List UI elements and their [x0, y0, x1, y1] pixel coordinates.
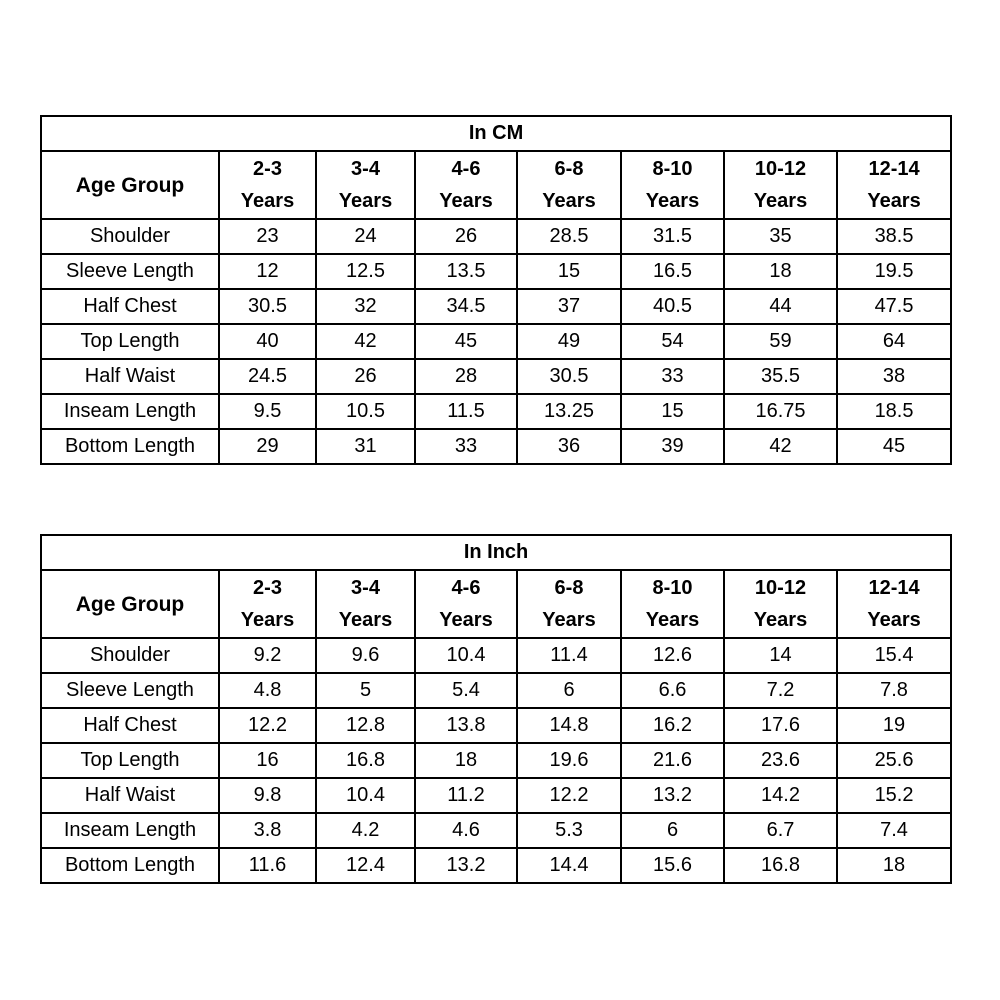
measurement-value: 35 — [724, 219, 837, 254]
measurement-value: 13.25 — [517, 394, 621, 429]
age-column-header — [724, 151, 837, 219]
measurement-value: 7.8 — [837, 673, 951, 708]
age-range: 4-6 — [451, 577, 481, 599]
size-table-inch — [40, 534, 952, 884]
age-column-header — [415, 570, 517, 638]
measurement-value: 18 — [837, 848, 951, 883]
measurement-value: 5 — [316, 673, 415, 708]
measurement-value: 42 — [316, 324, 415, 359]
age-unit: Years — [439, 609, 493, 631]
measurement-value: 12.6 — [621, 638, 724, 673]
measurement-value: 30.5 — [219, 289, 316, 324]
measurement-value: 19 — [837, 708, 951, 743]
measurement-value: 26 — [316, 359, 415, 394]
table-header-row — [41, 151, 951, 219]
measurement-value: 13.8 — [415, 708, 517, 743]
measurement-value: 49 — [517, 324, 621, 359]
measurement-label: Top Length — [41, 743, 219, 778]
measurement-value: 17.6 — [724, 708, 837, 743]
age-unit: Years — [240, 190, 295, 212]
measurement-value: 9.8 — [219, 778, 316, 813]
measurement-value: 16.2 — [621, 708, 724, 743]
measurement-value: 31 — [316, 429, 415, 464]
table-header-row — [41, 570, 951, 638]
measurement-value: 38.5 — [837, 219, 951, 254]
measurement-value: 64 — [837, 324, 951, 359]
measurement-value: 54 — [621, 324, 724, 359]
measurement-value: 24 — [316, 219, 415, 254]
measurement-value: 34.5 — [415, 289, 517, 324]
measurement-label: Shoulder — [41, 219, 219, 254]
age-column-header — [517, 570, 621, 638]
measurement-label: Inseam Length — [41, 813, 219, 848]
measurement-value: 12.2 — [517, 778, 621, 813]
measurement-value: 3.8 — [219, 813, 316, 848]
measurement-value: 40.5 — [621, 289, 724, 324]
age-group-header: Age Group — [41, 570, 219, 638]
age-unit: Years — [338, 609, 393, 631]
measurement-value: 18 — [724, 254, 837, 289]
table-row — [41, 848, 951, 883]
measurement-value: 12.8 — [316, 708, 415, 743]
age-unit: Years — [753, 609, 808, 631]
age-range: 6-8 — [554, 577, 584, 599]
measurement-value: 31.5 — [621, 219, 724, 254]
measurement-value: 14.2 — [724, 778, 837, 813]
age-unit: Years — [753, 190, 808, 212]
age-range: 8-10 — [652, 158, 693, 180]
measurement-value: 47.5 — [837, 289, 951, 324]
age-unit: Years — [645, 190, 700, 212]
age-unit: Years — [867, 190, 921, 212]
table-title-row — [41, 116, 951, 151]
age-column-header — [621, 151, 724, 219]
size-table-cm — [40, 115, 952, 465]
measurement-value: 40 — [219, 324, 316, 359]
measurement-value: 6 — [517, 673, 621, 708]
measurement-value: 33 — [415, 429, 517, 464]
measurement-value: 23.6 — [724, 743, 837, 778]
table-title: In CM — [41, 116, 951, 151]
measurement-value: 11.6 — [219, 848, 316, 883]
age-range: 12-14 — [868, 158, 920, 180]
age-range: 6-8 — [554, 158, 584, 180]
table-row — [41, 673, 951, 708]
table-row — [41, 708, 951, 743]
measurement-value: 4.2 — [316, 813, 415, 848]
measurement-value: 15.6 — [621, 848, 724, 883]
age-unit: Years — [645, 609, 700, 631]
measurement-value: 14 — [724, 638, 837, 673]
age-unit: Years — [542, 609, 596, 631]
age-range: 10-12 — [754, 158, 807, 180]
table-row — [41, 778, 951, 813]
measurement-value: 13.2 — [415, 848, 517, 883]
measurement-label: Top Length — [41, 324, 219, 359]
measurement-value: 6 — [621, 813, 724, 848]
measurement-value: 18.5 — [837, 394, 951, 429]
measurement-value: 18 — [415, 743, 517, 778]
age-column-header — [837, 570, 951, 638]
table-row — [41, 743, 951, 778]
measurement-value: 5.3 — [517, 813, 621, 848]
table-row — [41, 429, 951, 464]
measurement-value: 4.8 — [219, 673, 316, 708]
measurement-value: 30.5 — [517, 359, 621, 394]
age-range: 2-3 — [253, 577, 282, 599]
measurement-value: 26 — [415, 219, 517, 254]
measurement-value: 16.5 — [621, 254, 724, 289]
table-row — [41, 813, 951, 848]
measurement-value: 15.4 — [837, 638, 951, 673]
measurement-label: Half Chest — [41, 289, 219, 324]
measurement-value: 15 — [621, 394, 724, 429]
measurement-value: 23 — [219, 219, 316, 254]
measurement-label: Sleeve Length — [41, 254, 219, 289]
measurement-value: 12.2 — [219, 708, 316, 743]
table-row — [41, 324, 951, 359]
age-range: 4-6 — [451, 158, 481, 180]
table-row — [41, 394, 951, 429]
measurement-value: 21.6 — [621, 743, 724, 778]
measurement-value: 28 — [415, 359, 517, 394]
table-row — [41, 638, 951, 673]
measurement-value: 42 — [724, 429, 837, 464]
measurement-label: Half Waist — [41, 359, 219, 394]
measurement-label: Bottom Length — [41, 848, 219, 883]
age-group-header: Age Group — [41, 151, 219, 219]
age-range: 3-4 — [351, 577, 380, 599]
measurement-value: 24.5 — [219, 359, 316, 394]
measurement-value: 16.8 — [316, 743, 415, 778]
measurement-value: 19.5 — [837, 254, 951, 289]
measurement-value: 25.6 — [837, 743, 951, 778]
measurement-value: 15.2 — [837, 778, 951, 813]
table-row — [41, 289, 951, 324]
measurement-value: 45 — [415, 324, 517, 359]
measurement-value: 37 — [517, 289, 621, 324]
age-range: 10-12 — [754, 577, 807, 599]
measurement-value: 10.5 — [316, 394, 415, 429]
measurement-value: 12.5 — [316, 254, 415, 289]
measurement-label: Shoulder — [41, 638, 219, 673]
age-column-header — [621, 570, 724, 638]
measurement-value: 13.2 — [621, 778, 724, 813]
measurement-value: 16.75 — [724, 394, 837, 429]
age-unit: Years — [338, 190, 393, 212]
age-unit: Years — [240, 609, 295, 631]
measurement-value: 5.4 — [415, 673, 517, 708]
measurement-value: 9.5 — [219, 394, 316, 429]
measurement-value: 59 — [724, 324, 837, 359]
age-unit: Years — [542, 190, 596, 212]
age-unit: Years — [439, 190, 493, 212]
age-column-header — [517, 151, 621, 219]
table-title: In Inch — [41, 535, 951, 570]
measurement-value: 36 — [517, 429, 621, 464]
age-column-header — [724, 570, 837, 638]
measurement-value: 10.4 — [316, 778, 415, 813]
measurement-value: 19.6 — [517, 743, 621, 778]
measurement-value: 6.6 — [621, 673, 724, 708]
measurement-value: 12.4 — [316, 848, 415, 883]
measurement-label: Inseam Length — [41, 394, 219, 429]
table-row — [41, 254, 951, 289]
measurement-value: 16.8 — [724, 848, 837, 883]
measurement-value: 9.2 — [219, 638, 316, 673]
measurement-value: 45 — [837, 429, 951, 464]
age-column-header — [219, 570, 316, 638]
measurement-value: 32 — [316, 289, 415, 324]
measurement-value: 38 — [837, 359, 951, 394]
age-range: 12-14 — [868, 577, 920, 599]
age-column-header — [837, 151, 951, 219]
measurement-value: 33 — [621, 359, 724, 394]
age-range: 3-4 — [351, 158, 380, 180]
measurement-label: Half Waist — [41, 778, 219, 813]
measurement-value: 11.4 — [517, 638, 621, 673]
measurement-value: 14.4 — [517, 848, 621, 883]
measurement-value: 10.4 — [415, 638, 517, 673]
measurement-value: 15 — [517, 254, 621, 289]
age-range: 2-3 — [253, 158, 282, 180]
measurement-label: Half Chest — [41, 708, 219, 743]
measurement-value: 16 — [219, 743, 316, 778]
measurement-value: 4.6 — [415, 813, 517, 848]
measurement-value: 35.5 — [724, 359, 837, 394]
table-row — [41, 359, 951, 394]
measurement-value: 44 — [724, 289, 837, 324]
age-column-header — [316, 570, 415, 638]
measurement-value: 13.5 — [415, 254, 517, 289]
measurement-value: 29 — [219, 429, 316, 464]
measurement-value: 7.4 — [837, 813, 951, 848]
measurement-label: Bottom Length — [41, 429, 219, 464]
age-unit: Years — [867, 609, 921, 631]
measurement-value: 11.5 — [415, 394, 517, 429]
measurement-value: 7.2 — [724, 673, 837, 708]
measurement-value: 6.7 — [724, 813, 837, 848]
measurement-value: 14.8 — [517, 708, 621, 743]
measurement-value: 28.5 — [517, 219, 621, 254]
measurement-value: 12 — [219, 254, 316, 289]
age-range: 8-10 — [652, 577, 693, 599]
age-column-header — [415, 151, 517, 219]
table-row — [41, 219, 951, 254]
measurement-value: 9.6 — [316, 638, 415, 673]
age-column-header — [219, 151, 316, 219]
table-title-row — [41, 535, 951, 570]
measurement-value: 39 — [621, 429, 724, 464]
measurement-label: Sleeve Length — [41, 673, 219, 708]
age-column-header — [316, 151, 415, 219]
measurement-value: 11.2 — [415, 778, 517, 813]
